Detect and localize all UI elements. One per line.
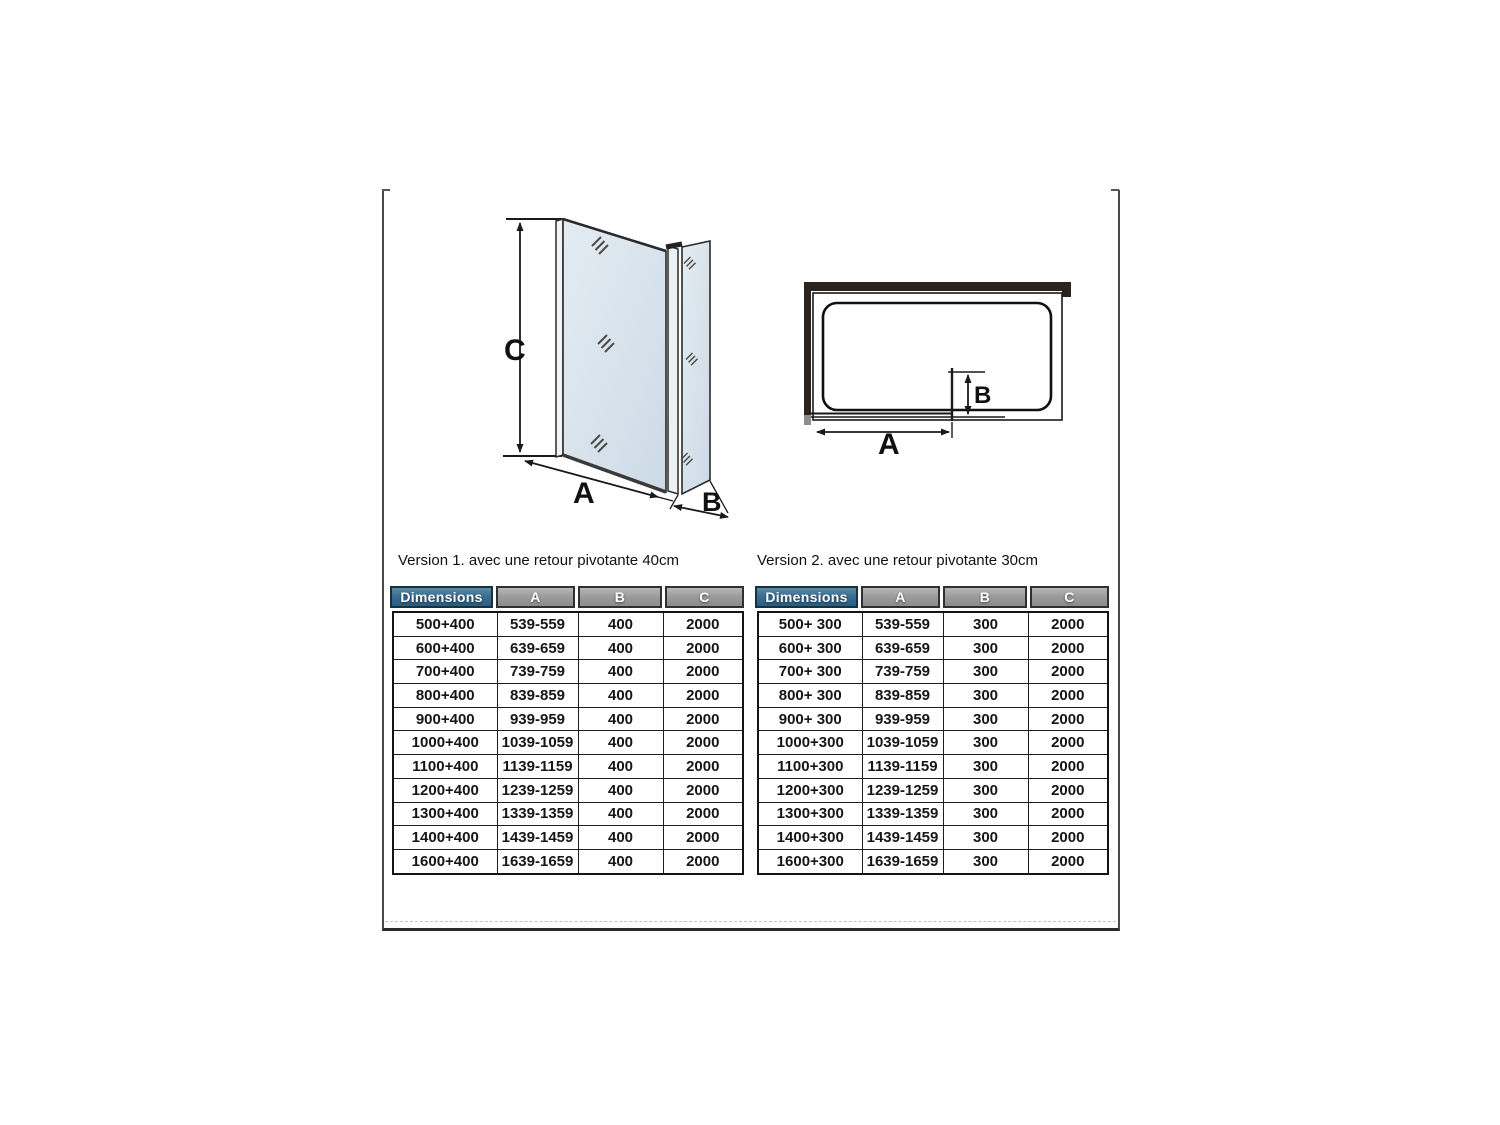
table-cell: 500+400	[393, 612, 497, 636]
version2-header-row	[755, 586, 1109, 608]
table-row	[758, 731, 1108, 755]
table-cell: 1200+300	[758, 778, 862, 802]
table-cell: 639-659	[497, 636, 578, 660]
table-row	[393, 802, 743, 826]
table-cell: 700+ 300	[758, 660, 862, 684]
version2-table-body	[758, 612, 1108, 874]
main-glass-panel	[563, 219, 666, 492]
table-cell: 2000	[1028, 849, 1108, 873]
table-cell: 539-559	[862, 612, 943, 636]
table-cell: 2000	[663, 778, 743, 802]
table-cell: 2000	[1028, 707, 1108, 731]
table-cell: 1239-1259	[497, 778, 578, 802]
table-cell: 1139-1159	[497, 755, 578, 779]
table-cell: 900+ 300	[758, 707, 862, 731]
header-b: B	[943, 586, 1027, 608]
table-row	[758, 755, 1108, 779]
table-cell: 1439-1459	[497, 826, 578, 850]
table-cell: 2000	[663, 826, 743, 850]
table-cell: 939-959	[497, 707, 578, 731]
table-cell: 1400+400	[393, 826, 497, 850]
table-cell: 600+ 300	[758, 636, 862, 660]
table-cell: 2000	[663, 612, 743, 636]
diagram-3d-shower-screen	[470, 195, 770, 525]
table-cell: 2000	[663, 684, 743, 708]
version1-table-body	[393, 612, 743, 874]
diagram-top-view	[790, 260, 1110, 470]
header-a: A	[861, 586, 940, 608]
table-cell: 2000	[1028, 778, 1108, 802]
dim-a-extension	[658, 497, 673, 501]
sheet-dashed-rule	[385, 921, 1116, 922]
pivot-top-cap	[666, 244, 682, 247]
table-cell: 1439-1459	[862, 826, 943, 850]
dim-label-a: A	[573, 477, 595, 510]
table-cell: 800+400	[393, 684, 497, 708]
wall-top	[804, 282, 1071, 291]
table-cell: 2000	[663, 660, 743, 684]
table-cell: 1400+300	[758, 826, 862, 850]
table-cell: 1639-1659	[497, 849, 578, 873]
table-cell: 2000	[1028, 802, 1108, 826]
wall-left	[804, 282, 811, 415]
table-cell: 400	[578, 612, 663, 636]
table-cell: 300	[943, 826, 1028, 850]
bathtub-outer	[813, 293, 1062, 420]
table-cell: 839-859	[497, 684, 578, 708]
table-cell: 639-659	[862, 636, 943, 660]
table-cell: 400	[578, 802, 663, 826]
table-cell: 300	[943, 684, 1028, 708]
version1-header-row	[390, 586, 744, 608]
dim-label-b: B	[974, 382, 992, 409]
table-cell: 1300+400	[393, 802, 497, 826]
table-row	[758, 660, 1108, 684]
dim-label-b: B	[702, 487, 722, 517]
table-cell: 400	[578, 707, 663, 731]
table-row	[393, 660, 743, 684]
header-b: B	[578, 586, 662, 608]
table-row	[393, 612, 743, 636]
sheet-corner-tick-right	[1111, 189, 1119, 191]
table-cell: 1200+400	[393, 778, 497, 802]
table-cell: 739-759	[862, 660, 943, 684]
table-cell: 2000	[663, 731, 743, 755]
table-cell: 1000+400	[393, 731, 497, 755]
table-row	[758, 778, 1108, 802]
table-cell: 1000+300	[758, 731, 862, 755]
table-row	[758, 826, 1108, 850]
table-cell: 2000	[663, 755, 743, 779]
return-glass-panel	[682, 241, 710, 494]
table-cell: 1139-1159	[862, 755, 943, 779]
table-cell: 1039-1059	[497, 731, 578, 755]
table-row	[393, 778, 743, 802]
table-row	[758, 636, 1108, 660]
table-cell: 1239-1259	[862, 778, 943, 802]
version2-title: Version 2. avec une retour pivotante 30cm	[757, 552, 1039, 569]
table-row	[758, 684, 1108, 708]
table-cell: 2000	[1028, 826, 1108, 850]
table-cell: 300	[943, 731, 1028, 755]
version1-table	[392, 611, 744, 875]
table-row	[758, 707, 1108, 731]
table-row	[393, 707, 743, 731]
table-cell: 300	[943, 755, 1028, 779]
table-cell: 2000	[663, 636, 743, 660]
table-cell: 839-859	[862, 684, 943, 708]
table-cell: 900+400	[393, 707, 497, 731]
table-cell: 600+400	[393, 636, 497, 660]
header-dimensions: Dimensions	[755, 586, 858, 608]
table-cell: 1039-1059	[862, 731, 943, 755]
table-cell: 300	[943, 778, 1028, 802]
table-cell: 300	[943, 802, 1028, 826]
table-row	[393, 826, 743, 850]
wall-profile-strip	[556, 219, 563, 457]
table-cell: 300	[943, 612, 1028, 636]
table-row	[393, 636, 743, 660]
table-cell: 539-559	[497, 612, 578, 636]
table-cell: 2000	[1028, 755, 1108, 779]
table-cell: 1339-1359	[862, 802, 943, 826]
dim-label-c: C	[504, 334, 526, 367]
table-cell: 1300+300	[758, 802, 862, 826]
table-cell: 2000	[1028, 660, 1108, 684]
wall-top-notch	[1062, 291, 1071, 297]
table-cell: 700+400	[393, 660, 497, 684]
table-row	[758, 802, 1108, 826]
table-cell: 400	[578, 826, 663, 850]
table-cell: 2000	[1028, 731, 1108, 755]
table-cell: 2000	[663, 707, 743, 731]
table-cell: 2000	[1028, 684, 1108, 708]
table-cell: 1100+400	[393, 755, 497, 779]
header-c: C	[1030, 586, 1109, 608]
table-cell: 400	[578, 778, 663, 802]
table-cell: 400	[578, 731, 663, 755]
table-cell: 1100+300	[758, 755, 862, 779]
wall-left-end	[804, 415, 811, 425]
dim-label-a: A	[878, 428, 900, 461]
table-cell: 500+ 300	[758, 612, 862, 636]
version1-title: Version 1. avec une retour pivotante 40cm	[398, 552, 680, 569]
table-cell: 1639-1659	[862, 849, 943, 873]
table-cell: 300	[943, 849, 1028, 873]
table-cell: 300	[943, 660, 1028, 684]
sheet-corner-tick-left	[382, 189, 390, 191]
version2-table	[757, 611, 1109, 875]
header-a: A	[496, 586, 575, 608]
table-cell: 1600+300	[758, 849, 862, 873]
table-cell: 300	[943, 636, 1028, 660]
table-cell: 300	[943, 707, 1028, 731]
table-cell: 2000	[663, 802, 743, 826]
table-cell: 2000	[1028, 636, 1108, 660]
table-cell: 400	[578, 636, 663, 660]
table-cell: 2000	[1028, 612, 1108, 636]
table-cell: 1339-1359	[497, 802, 578, 826]
table-cell: 800+ 300	[758, 684, 862, 708]
table-cell: 400	[578, 660, 663, 684]
table-row	[393, 684, 743, 708]
table-row	[393, 755, 743, 779]
table-row	[758, 849, 1108, 873]
table-cell: 939-959	[862, 707, 943, 731]
header-dimensions: Dimensions	[390, 586, 493, 608]
header-c: C	[665, 586, 744, 608]
table-cell: 400	[578, 849, 663, 873]
table-row	[393, 849, 743, 873]
table-cell: 1600+400	[393, 849, 497, 873]
table-cell: 739-759	[497, 660, 578, 684]
table-row	[393, 731, 743, 755]
pivot-profile-bar	[668, 246, 678, 494]
table-row	[758, 612, 1108, 636]
table-cell: 400	[578, 684, 663, 708]
table-cell: 400	[578, 755, 663, 779]
table-cell: 2000	[663, 849, 743, 873]
